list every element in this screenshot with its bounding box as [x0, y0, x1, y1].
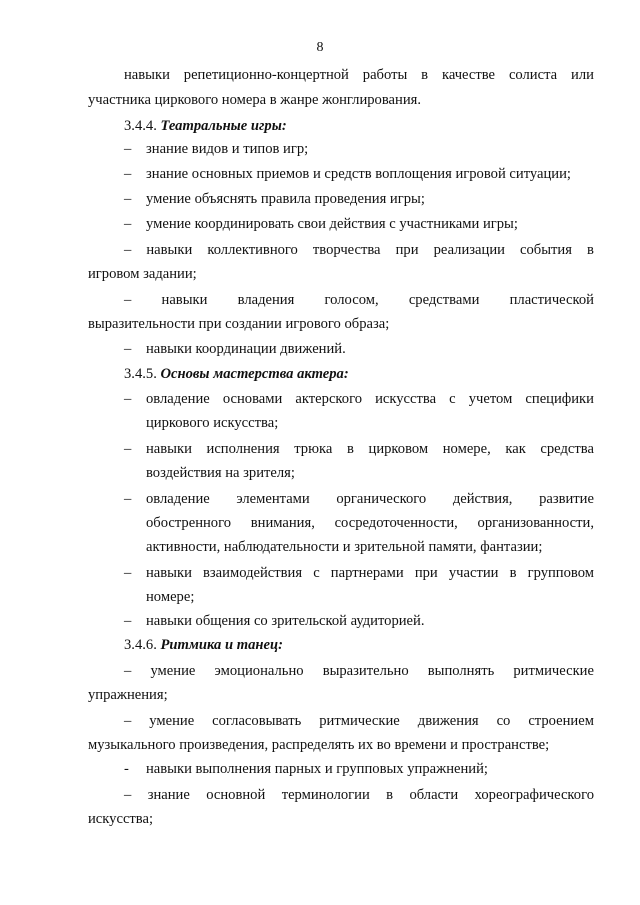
list-item: - навыки выполнения парных и групповых упражнений;	[124, 761, 488, 777]
list-item-line-2: игровом задании;	[88, 266, 197, 282]
list-item: – навыки координации движений.	[124, 341, 346, 357]
list-item-line-2: воздействия на зрителя;	[146, 465, 295, 481]
section-heading-345: 3.4.5. Основы мастерства актера:	[124, 366, 349, 382]
list-item-line-1: – навыки владения голосом, средствами пластической	[124, 292, 594, 308]
list-item: – навыки общения со зрительской аудиторией.	[124, 613, 425, 629]
list-item: – умение координировать свои действия с участниками игры;	[124, 216, 518, 232]
list-item-line-1: – навыки коллективного творчества при реализации события в	[124, 242, 594, 258]
intro-line-2: участника циркового номера в жанре жонглирования.	[88, 92, 422, 108]
list-item: – навыки взаимодействия с партнерами при участии в групповом	[124, 565, 594, 581]
list-item-line-2: выразительности при создании игрового образа;	[88, 316, 390, 332]
list-item-line-1: – умение согласовывать ритмические движения со строением	[124, 713, 594, 729]
list-item: – овладение элементами органического действия, развитие	[124, 491, 594, 507]
page-number: 8	[316, 40, 324, 55]
list-item: – овладение основами актерского искусства с учетом специфики	[124, 391, 594, 407]
list-item: – знание видов и типов игр;	[124, 141, 309, 157]
section-heading-346: 3.4.6. Ритмика и танец:	[124, 637, 283, 653]
section-heading-344: 3.4.4. Театральные игры:	[124, 118, 287, 134]
list-item: – умение объяснять правила проведения игры;	[124, 191, 425, 207]
list-item-line-3: активности, наблюдательности и зрительной памяти, фантазии;	[146, 539, 543, 555]
list-item-line-2: циркового искусства;	[146, 415, 279, 431]
list-item: – знание основных приемов и средств воплощения игровой ситуации;	[124, 166, 571, 182]
list-item-line-2: номере;	[146, 589, 195, 605]
list-item-line-1: – умение эмоционально выразительно выполнять ритмические	[124, 663, 594, 679]
intro-line-1: навыки репетиционно-концертной работы в качестве солиста или	[124, 67, 594, 83]
list-item-line-2: музыкального произведения, распределять их во времени и пространстве;	[88, 737, 550, 753]
list-item-line-2: обостренного внимания, сосредоточенности, организованности,	[146, 515, 594, 531]
list-item-line-2: упражнения;	[88, 687, 168, 703]
list-item-line-2: искусства;	[88, 811, 154, 827]
list-item: – навыки исполнения трюка в цирковом номере, как средства	[124, 441, 594, 457]
list-item-line-1: – знание основной терминологии в области хореографического	[124, 787, 594, 803]
